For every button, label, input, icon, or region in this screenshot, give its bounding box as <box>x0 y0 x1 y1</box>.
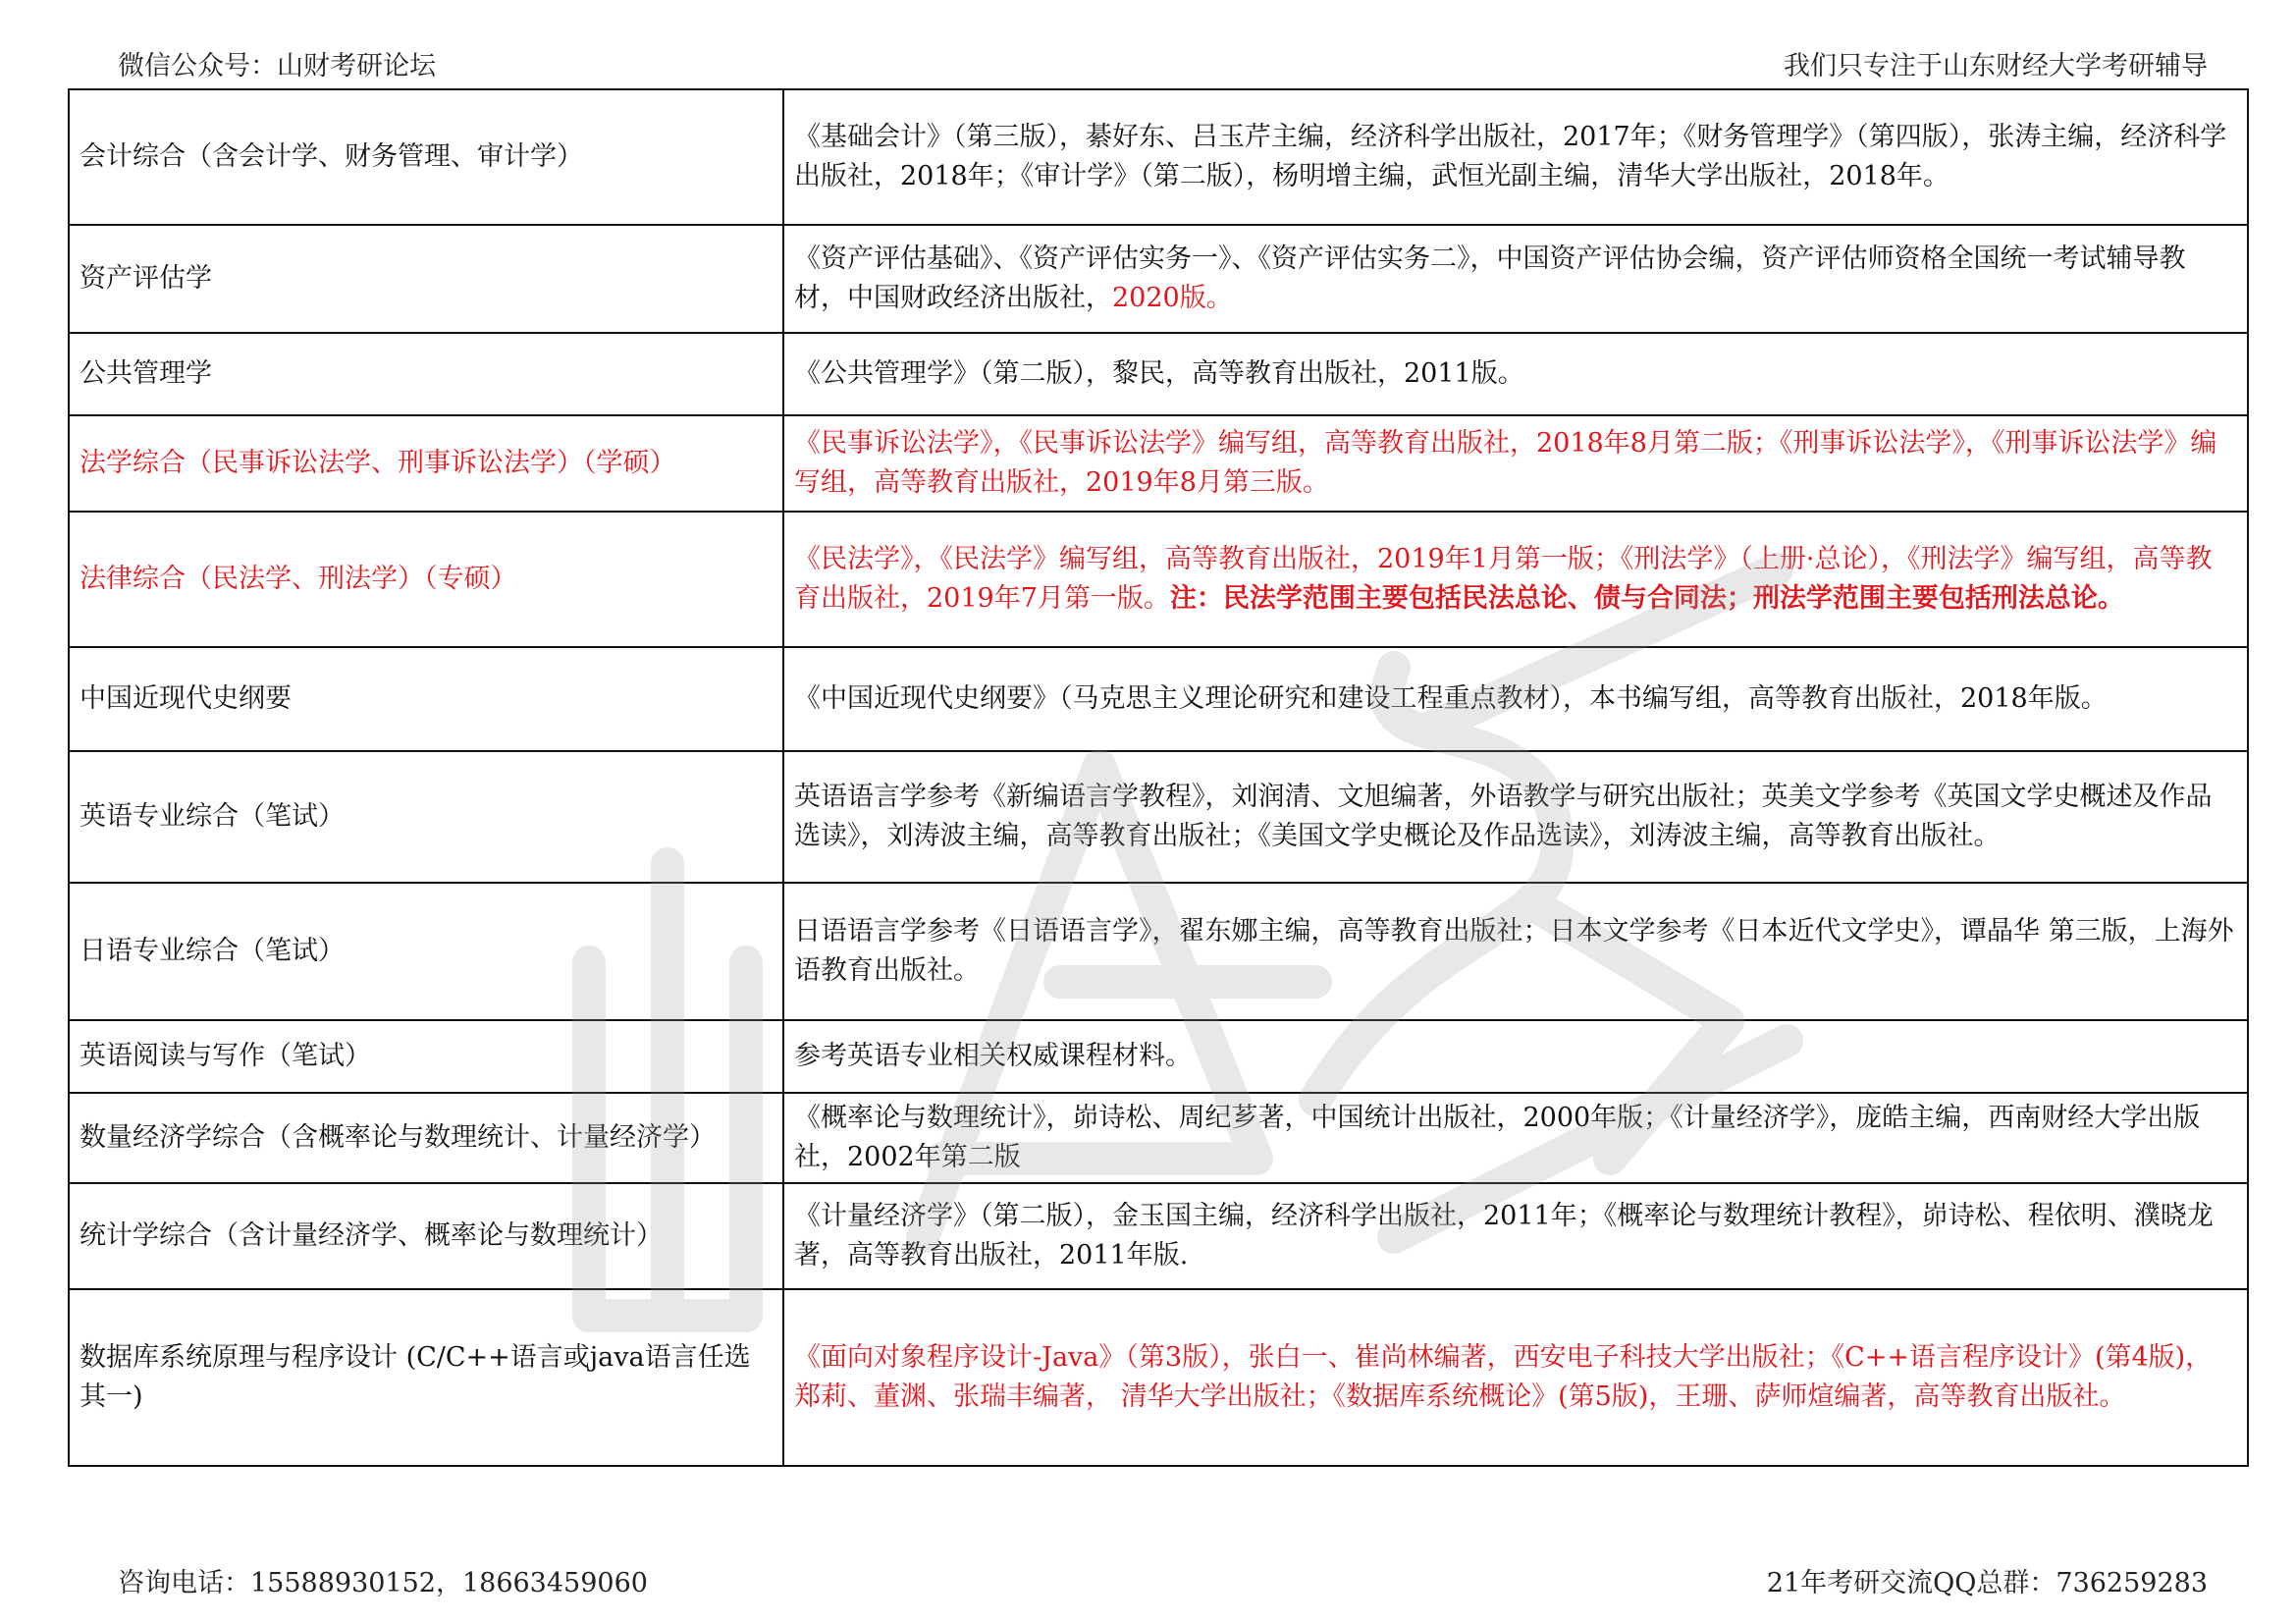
books-cell: 《计量经济学》（第二版），金玉国主编，经济科学出版社，2011年；《概率论与数理统计教程》，峁诗松、程依明、濮晓龙著，高等教育出版社，2011年版. <box>783 1183 2248 1289</box>
table-row <box>69 883 2248 1020</box>
table-row <box>69 1020 2248 1093</box>
books-cell: 《中国近现代史纲要》（马克思主义理论研究和建设工程重点教材），本书编写组，高等教育出版社，2018年版。 <box>783 647 2248 751</box>
books-red-text: 《面向对象程序设计-Java》（第3版），张白一、崔尚林编著，西安电子科技大学出版社；《C++语言程序设计》(第4版)，郑莉、董渊、张瑞丰编著， 清华大学出版社；《数据库系统概论》(第5版)，王珊、萨师煊编著，高等教育出版社。 <box>794 1342 2213 1412</box>
table-row <box>69 512 2248 647</box>
subject-cell: 法学综合（民事诉讼法学、刑事诉讼法学）（学硕） <box>69 415 783 512</box>
table-row <box>69 647 2248 751</box>
subject-cell: 英语专业综合（笔试） <box>69 751 783 883</box>
books-cell <box>783 512 2248 647</box>
subject-cell: 数量经济学综合（含概率论与数理统计、计量经济学） <box>69 1093 783 1183</box>
page-header <box>118 43 2208 82</box>
footer-qq-text: 21年考研交流QQ总群：736259283 <box>1766 1567 2208 1598</box>
subject-cell: 会计综合（含会计学、财务管理、审计学） <box>69 89 783 225</box>
books-cell: 日语语言学参考《日语语言学》，翟东娜主编，高等教育出版社；日本文学参考《日本近代文学史》，谭晶华 第三版，上海外语教育出版社。 <box>783 883 2248 1020</box>
books-cell: 《概率论与数理统计》，峁诗松、周纪芗著，中国统计出版社，2000年版；《计量经济学》，庞皓主编，西南财经大学出版社，2002年第二版 <box>783 1093 2248 1183</box>
footer-phone-text: 咨询电话：15588930152，18663459060 <box>118 1567 648 1598</box>
header-right-text: 我们只专注于山东财经大学考研辅导 <box>1784 50 2208 81</box>
table-row <box>69 89 2248 225</box>
subject-cell: 数据库系统原理与程序设计 (C/C++语言或java语言任选其一) <box>69 1289 783 1466</box>
subject-cell: 资产评估学 <box>69 225 783 333</box>
books-cell: 参考英语专业相关权威课程材料。 <box>783 1020 2248 1093</box>
books-cell: 英语语言学参考《新编语言学教程》，刘润清、文旭编著，外语教学与研究出版社；英美文学参考《英国文学史概述及作品选读》，刘涛波主编，高等教育出版社；《美国文学史概论及作品选读》，刘涛波主编，高等教育出版社。 <box>783 751 2248 883</box>
reference-books-table <box>68 88 2249 1467</box>
books-red-text: 《民事诉讼法学》，《民事诉讼法学》编写组，高等教育出版社，2018年8月第二版；《刑事诉讼法学》，《刑事诉讼法学》编写组，高等教育出版社，2019年8月第三版。 <box>794 428 2217 498</box>
books-cell: 《资产评估基础》、《资产评估实务一》、《资产评估实务二》，中国资产评估协会编，资产评估师资格全国统一考试辅导教材，中国财政经济出版社，2020版。 <box>783 225 2248 333</box>
page-footer <box>118 1565 2208 1598</box>
table-row <box>69 415 2248 512</box>
table-row <box>69 333 2248 415</box>
books-cell <box>783 415 2248 512</box>
subject-cell: 法律综合（民法学、刑法学）（专硕） <box>69 512 783 647</box>
subject-cell: 英语阅读与写作（笔试） <box>69 1020 783 1093</box>
table-row <box>69 225 2248 333</box>
table-row <box>69 1289 2248 1466</box>
table-row <box>69 751 2248 883</box>
subject-cell: 公共管理学 <box>69 333 783 415</box>
subject-cell: 中国近现代史纲要 <box>69 647 783 751</box>
books-cell: 《基础会计》（第三版），綦好东、吕玉芹主编，经济科学出版社，2017年；《财务管理学》（第四版），张涛主编，经济科学出版社，2018年；《审计学》（第二版），杨明增主编，武恒光副主编，清华大学出版社，2018年。 <box>783 89 2248 225</box>
books-note-bold: 注：民法学范围主要包括民法总论、债与合同法；刑法学范围主要包括刑法总论。 <box>1169 583 2124 614</box>
table-row <box>69 1183 2248 1289</box>
books-cell: 《公共管理学》（第二版），黎民，高等教育出版社，2011版。 <box>783 333 2248 415</box>
subject-cell: 统计学综合（含计量经济学、概率论与数理统计） <box>69 1183 783 1289</box>
books-red-text: 2020版。 <box>1112 283 1233 313</box>
header-left-text: 微信公众号：山财考研论坛 <box>118 50 436 81</box>
books-cell <box>783 1289 2248 1466</box>
books-red-text: 《民法学》，《民法学》编写组，高等教育出版社，2019年1月第一版；《刑法学》（上册·总论），《刑法学》编写组，高等教育出版社，2019年7月第一版。 <box>794 544 2213 614</box>
subject-cell: 日语专业综合（笔试） <box>69 883 783 1020</box>
table-row <box>69 1093 2248 1183</box>
